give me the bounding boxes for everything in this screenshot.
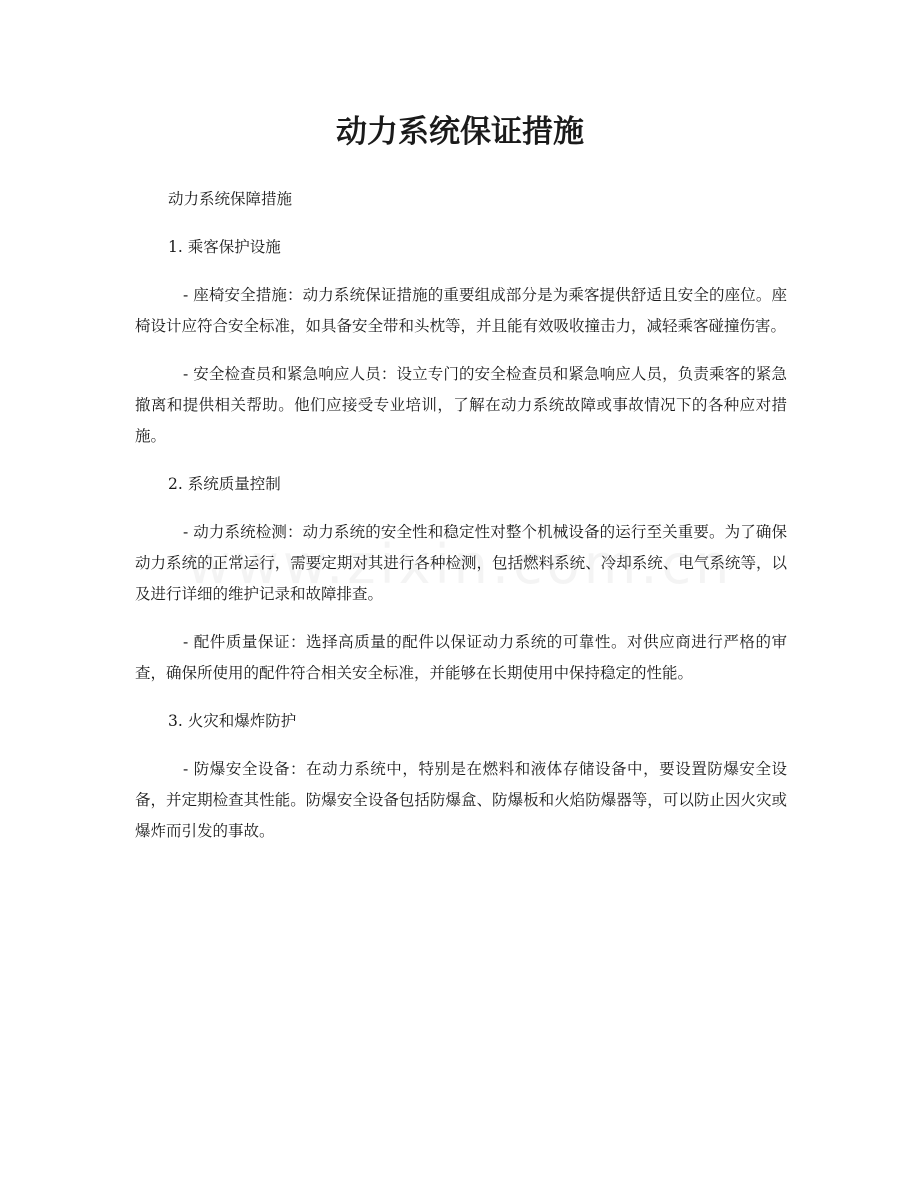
section-1-paragraph-2: - 安全检查员和紧急响应人员：设立专门的安全检查员和紧急响应人员，负责乘客的紧急撤离和提供相关帮助。他们应接受专业培训，了解在动力系统故障或事故情况下的各种应对措施。: [135, 365, 787, 445]
section-heading-3: 3. 火灾和爆炸防护: [168, 712, 297, 730]
section-heading-1: 1. 乘客保护设施: [168, 238, 281, 256]
document-body: [135, 184, 787, 864]
section-2-paragraph-1: - 动力系统检测：动力系统的安全性和稳定性对整个机械设备的运行至关重要。为了确保动力系统的正常运行，需要定期对其进行各种检测，包括燃料系统、冷却系统、电气系统等，以及进行详细的维护记录和故障排查。: [135, 523, 787, 603]
section-heading-2: 2. 系统质量控制: [168, 475, 281, 493]
section-1-paragraph-1: - 座椅安全措施：动力系统保证措施的重要组成部分是为乘客提供舒适且安全的座位。座椅设计应符合安全标准，如具备安全带和头枕等，并且能有效吸收撞击力，减轻乘客碰撞伤害。: [135, 286, 787, 335]
page-title: 动力系统保证措施: [336, 114, 584, 150]
section-2-paragraph-2: - 配件质量保证：选择高质量的配件以保证动力系统的可靠性。对供应商进行严格的审查，确保所使用的配件符合相关安全标准，并能够在长期使用中保持稳定的性能。: [135, 633, 787, 682]
section-3-paragraph-1: - 防爆安全设备：在动力系统中，特别是在燃料和液体存储设备中，要设置防爆安全设备，并定期检查其性能。防爆安全设备包括防爆盒、防爆板和火焰防爆器等，可以防止因火灾或爆炸而引发的事故。: [135, 760, 787, 840]
document-subtitle: 动力系统保障措施: [168, 190, 293, 208]
